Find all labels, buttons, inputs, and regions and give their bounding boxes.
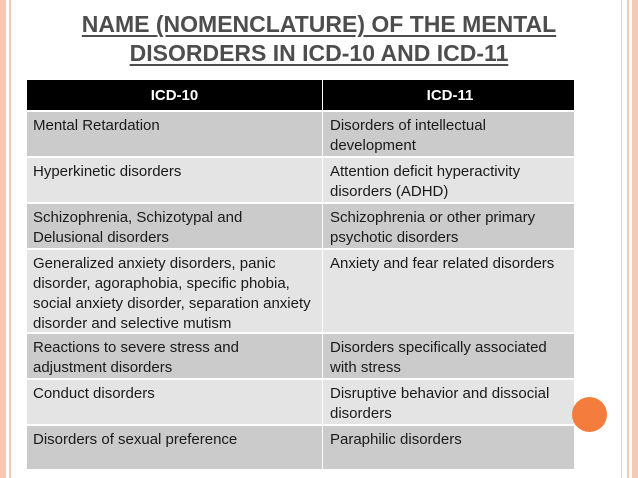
header-icd10: ICD-10 <box>27 80 323 112</box>
table-cell-icd10: Hyperkinetic disorders <box>27 158 323 204</box>
right-decorative-thin-line <box>621 0 622 478</box>
table-cell-icd11: Attention deficit hyperactivity disorders (ADHD) <box>323 158 574 204</box>
table-cell-icd10: Mental Retardation <box>27 112 323 158</box>
right-decorative-line <box>627 0 629 478</box>
table-cell-icd10: Reactions to severe stress and adjustment disorders <box>27 334 323 380</box>
table-cell-icd11: Disorders specifically associated with stress <box>323 334 574 380</box>
slide-title-line-2: DISORDERS IN ICD-10 AND ICD-11 <box>129 40 509 66</box>
header-icd11: ICD-11 <box>323 80 574 112</box>
left-decorative-stripe <box>0 0 6 478</box>
table-cell-icd11: Disorders of intellectual development <box>323 112 574 158</box>
table-cell-icd11: Disruptive behavior and dissocial disorders <box>323 380 574 426</box>
table-cell-icd10: Generalized anxiety disorders, panic disorder, agoraphobia, specific phobia, social anxiety disorder, separation anxiety disorder and selective mutism <box>27 250 323 334</box>
table-cell-icd10: Conduct disorders <box>27 380 323 426</box>
slide-title-line-1: NAME (NOMENCLATURE) OF THE MENTAL <box>81 11 557 37</box>
table-cell-icd10: Disorders of sexual preference <box>27 426 323 471</box>
right-decorative-stripe <box>632 0 638 478</box>
comparison-table <box>27 80 574 471</box>
orange-circle-decoration <box>572 397 607 432</box>
left-decorative-line <box>9 0 11 478</box>
table-cell-icd10: Schizophrenia, Schizotypal and Delusional disorders <box>27 204 323 250</box>
slide-title <box>20 10 618 68</box>
table-cell-icd11: Paraphilic disorders <box>323 426 574 471</box>
table-cell-icd11: Schizophrenia or other primary psychotic disorders <box>323 204 574 250</box>
table-cell-icd11: Anxiety and fear related disorders <box>323 250 574 334</box>
